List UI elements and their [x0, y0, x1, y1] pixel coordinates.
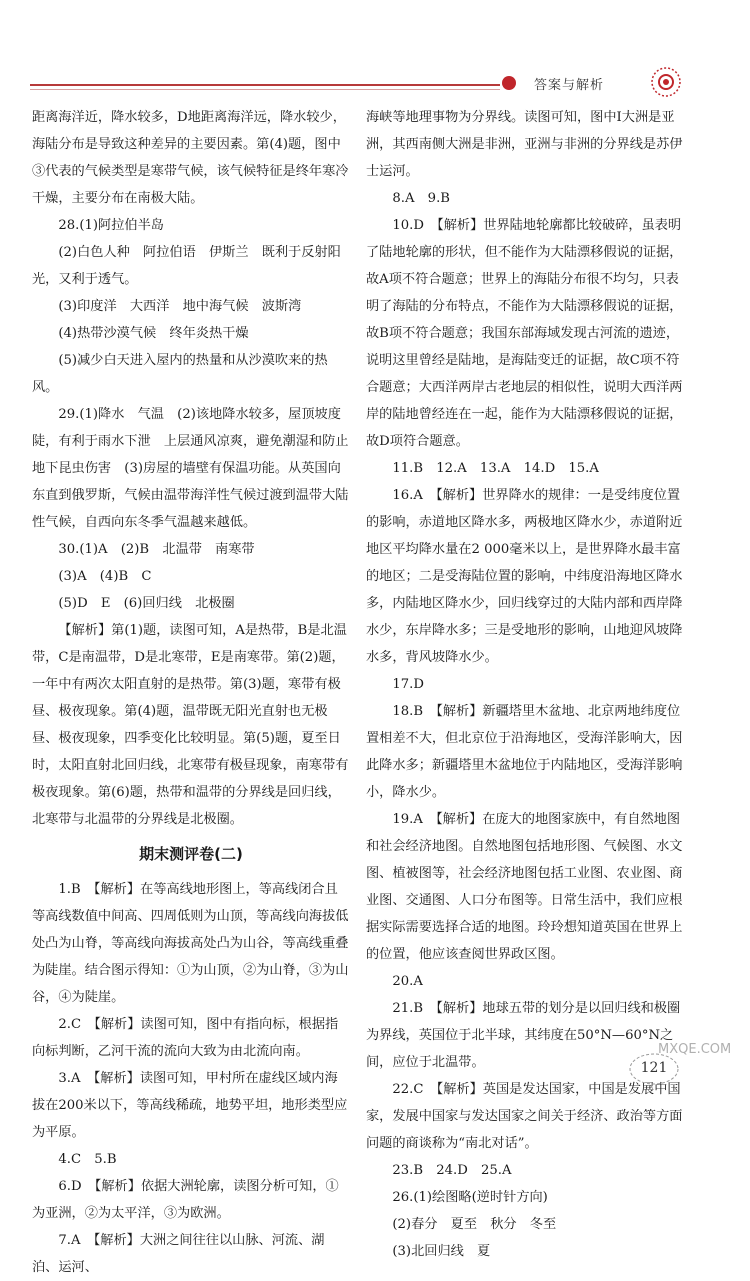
answer-paragraph: (5)D E (6)回归线 北极圈	[58, 596, 235, 611]
answer-paragraph: 19.A 【解析】在庞大的地图家族中，有自然地图和社会经济地图。自然地图包括地形图、气候图、水文图、植被图等，社会经济地图包括工业图、农业图、商业图、交通图、人口分布图等。日常生活中，我们应根据实际需要选择合适的地图。玲玲想知道英国在世界上的位置，他应该查阅世界政区图。	[366, 812, 683, 962]
answer-paragraph: 6.D 【解析】依据大洲轮廓，读图分析可知，①为亚洲，②为太平洋，③为欧洲。	[32, 1179, 339, 1221]
answer-paragraph: 10.D 【解析】世界陆地轮廓都比较破碎，虽表明了陆地轮廓的形状，但不能作为大陆漂移假说的证据，故A项不符合题意；世界上的海陆分布很不均匀，只表明了海陆的分布特点，不能作为大陆漂移假说的证据，故B项不符合题意；我国东部海域发现古河流的遗迹，说明这里曾经是陆地，是海陆变迁的证据，故C项不符合题意；大西洋两岸古老地层的相似性，说明大西洋两岸的陆地曾经连在一起，能作为大陆漂移假说的证据，故D项符合题意。	[366, 218, 683, 449]
answer-paragraph: 22.C 【解析】英国是发达国家，中国是发展中国家，发展中国家与发达国家之间关于经济、政治等方面问题的商谈称为“南北对话”。	[366, 1082, 683, 1151]
answer-paragraph: 7.A 【解析】大洲之间往往以山脉、河流、湖泊、运河、	[32, 1233, 325, 1275]
watermark-text: MXQE.COM	[658, 1042, 732, 1057]
answer-paragraph: 23.B 24.D 25.A	[392, 1163, 512, 1178]
answer-paragraph: 18.B 【解析】新疆塔里木盆地、北京两地纬度位置相差不大，但北京位于沿海地区，受海洋影响大，因此降水多；新疆塔里木盆地位于内陆地区，受海洋影响小，降水少。	[366, 704, 683, 800]
answer-paragraph: 16.A 【解析】世界降水的规律：一是受纬度位置的影响，赤道地区降水多，两极地区降水少，赤道附近地区平均降水量在2 000毫米以上，是世界降水最丰富的地区；二是受海陆位置的影响，中纬度沿海地区降水多，内陆地区降水少，回归线穿过的大陆内部和西岸降水少，东岸降水多；三是受地形的影响，山地迎风坡降水多，背风坡降水少。	[366, 488, 683, 665]
answer-paragraph: 【解析】第(1)题，读图可知，A是热带，B是北温带，C是南温带，D是北寒带，E是南寒带。第(2)题，一年中有两次太阳直射的是热带。第(3)题，寒带有极昼、极夜现象。第(4)题，温带既无阳光直射也无极昼、极夜现象，四季变化比较明显。第(5)题，夏至日时，太阳直射北回归线，北寒带有极昼现象，南寒带有极夜现象。第(6)题，热带和温带的分界线是回归线，北寒带与北温带的分界线是北极圈。	[32, 623, 349, 827]
section-title: 期末测评卷(二)	[139, 845, 243, 863]
answer-paragraph: 30.(1)A (2)B 北温带 南寒带	[58, 542, 255, 557]
answer-paragraph: 20.A	[392, 974, 423, 989]
answer-paragraph: 1.B 【解析】在等高线地形图上，等高线闭合且等高线数值中间高、四周低则为山顶，等高线向海拔低处凸为山脊，等高线向海拔高处凸为山谷，等高线重叠为陡崖。结合图示得知：①为山顶，②为山脊，③为山谷，④为陡崖。	[32, 882, 349, 1005]
answer-paragraph: (3)印度洋 大西洋 地中海气候 波斯湾	[58, 299, 302, 314]
answer-paragraph: 29.(1)降水 气温 (2)该地降水较多，屋顶坡度陡，有利于雨水下泄 上层通风凉爽，避免潮湿和防止地下昆虫伤害 (3)房屋的墙壁有保温功能。从英国向东直到俄罗斯，气候由温带海洋性气候过渡到温带大陆性气候，自西向东冬季气温越来越低。	[32, 407, 349, 530]
answer-paragraph: (5)减少白天进入屋内的热量和从沙漠吹来的热风。	[32, 353, 328, 395]
answer-paragraph: (2)春分 夏至 秋分 冬至	[392, 1217, 557, 1232]
answer-paragraph: 26.(1)绘图略(逆时针方向)	[392, 1190, 548, 1205]
header-rule	[30, 84, 500, 86]
answer-paragraph: (2)白色人种 阿拉伯语 伊斯兰 既利于反射阳光，又利于透气。	[32, 245, 341, 287]
answer-paragraph: 4.C 5.B	[58, 1152, 117, 1167]
answer-paragraph: 3.A 【解析】读图可知，甲村所在虚线区域内海拔在200米以下，等高线稀疏，地势平坦，地形类型应为平原。	[32, 1071, 348, 1140]
left-column	[32, 104, 350, 1281]
right-column	[366, 104, 688, 1265]
answer-paragraph: 28.(1)阿拉伯半岛	[58, 218, 164, 233]
answer-paragraph: 11.B 12.A 13.A 14.D 15.A	[392, 461, 599, 476]
answer-paragraph: 海峡等地理事物为分界线。读图可知，图中Ⅰ大洲是亚洲，其西南侧大洲是非洲，亚洲与非洲的分界线是苏伊士运河。	[366, 110, 683, 179]
header-dot-icon	[502, 76, 516, 90]
answer-paragraph: (3)A (4)B C	[58, 569, 152, 584]
answer-paragraph: 距离海洋近，降水较多，D地距离海洋远，降水较少，海陆分布是导致这种差异的主要因素。第(4)题，图中③代表的气候类型是寒带气候，该气候特征是终年寒冷干燥，主要分布在南极大陆。	[32, 110, 349, 206]
answer-paragraph: 2.C 【解析】读图可知，图中有指向标，根据指向标判断，乙河干流的流向大致为由北流向南。	[32, 1017, 339, 1059]
answer-paragraph: 17.D	[392, 677, 424, 692]
header-rule-thin	[30, 89, 500, 90]
page-header	[30, 62, 720, 102]
header-title: 答案与解析	[534, 78, 605, 93]
answer-paragraph: (4)热带沙漠气候 终年炎热干燥	[58, 326, 249, 341]
answer-paragraph: 8.A 9.B	[392, 191, 450, 206]
page-number: 121	[640, 1060, 668, 1076]
answer-paragraph: (3)北回归线 夏	[392, 1244, 491, 1259]
answer-paragraph: 21.B 【解析】地球五带的划分是以回归线和极圈为界线，英国位于北半球，其纬度在50°N—60°N之间，应位于北温带。	[366, 1001, 681, 1070]
flower-logo-icon	[646, 62, 686, 102]
